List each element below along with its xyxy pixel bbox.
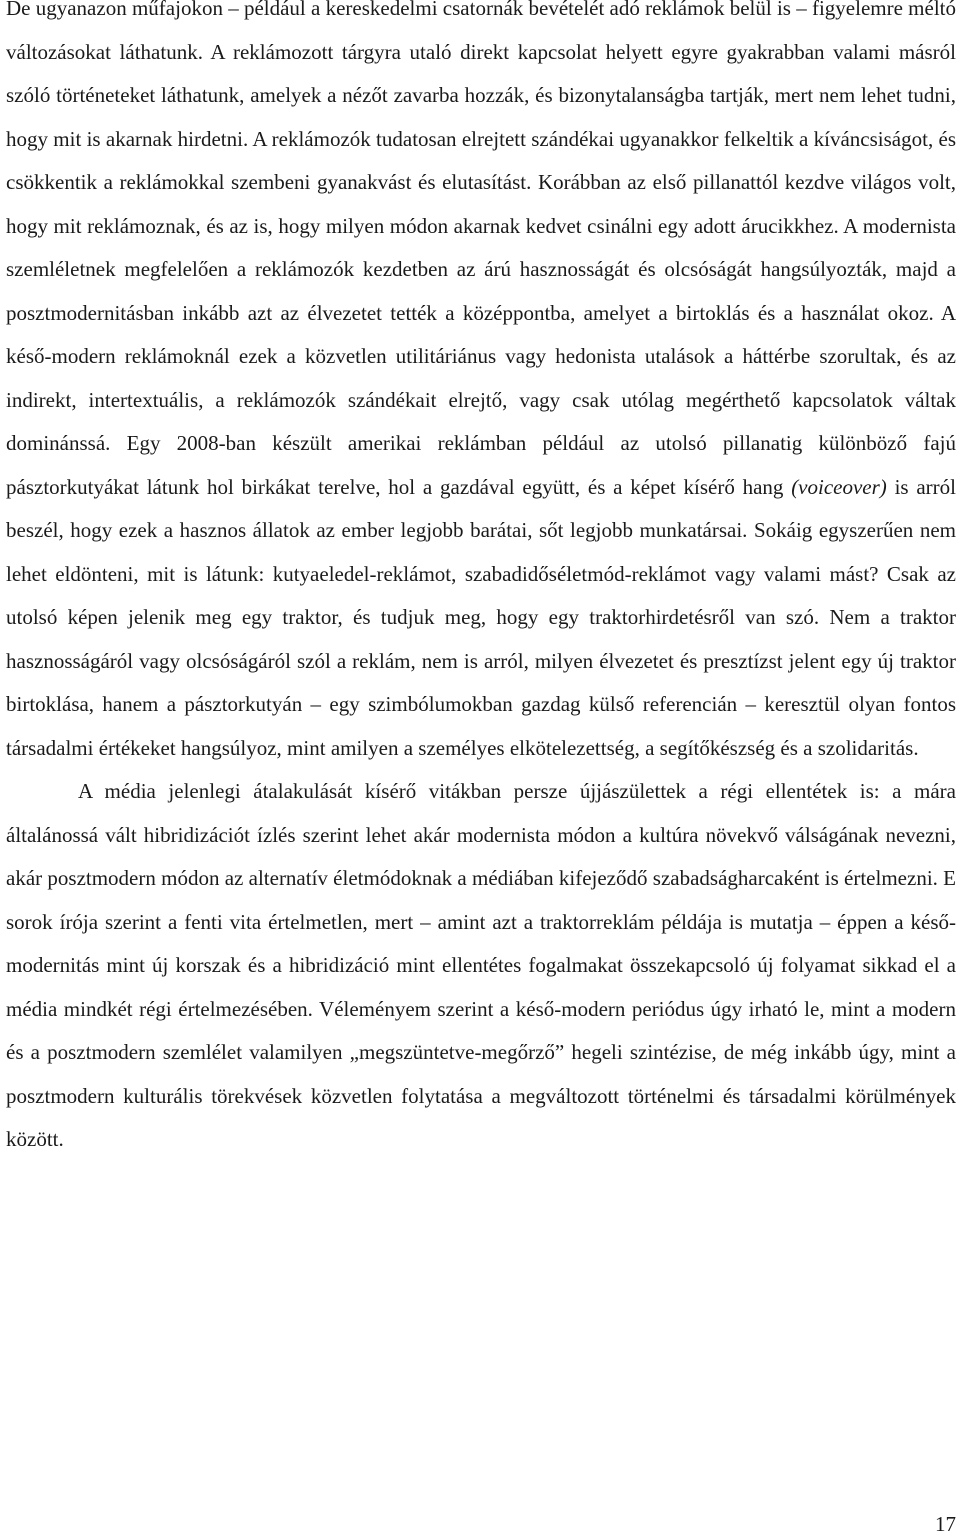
paragraph-text: A média jelenlegi átalakulását kísérő vitákban persze újjászülettek a régi ellentétek is: a mára általánossá vált hibridizációt ízlés szerint lehet akár modernista módon a kultúra növekvő válságának nevezni, akár posztmodern módon az alternatív életmódoknak a médiában kifejeződő szabadságharcaként is értelmezni. E sorok írója szerint a fenti vita értelmetlen, mert – amint azt a traktorreklám példája is mutatja – éppen a késő-modernitás mint új korszak és a hibridizáció mint ellentétes fogalmakat összekapcsoló új folyamat sikkad el a média mindkét régi értelmezésében. Véleményem szerint a késő-modern periódus úgy irható le, mint a modern és a posztmodern szemlélet valamilyen „megszüntetve-megőrző” hegeli szintézise, de még inkább úgy, mint a posztmodern kulturális törekvések közvetlen folytatása a megváltozott történelmi és társadalmi körülmények között. <box>6 779 956 1151</box>
paragraph-text: is arról beszél, hogy ezek a hasznos állatok az ember legjobb barátai, sőt legjobb munkatársai. Sokáig egyszerűen nem lehet eldönteni, mit is látunk: kutyaeledel-reklámot, szabadidőséletmód-reklámot vagy valami mást? Csak az utolsó képen jelenik meg egy traktor, és tudjuk meg, hogy egy traktorhirdetésről van szó. Nem a traktor hasznosságáról vagy olcsóságáról szól a reklám, nem is arról, milyen élvezetet és presztízst jelent egy új traktor birtoklása, hanem a pásztorkutyán – egy szimbólumokban gazdag külső referencián – keresztül olyan fontos társadalmi értékeket hangsúlyoz, mint amilyen a személyes elkötelezettség, a segítőkészség és a szolidaritás. <box>6 474 956 760</box>
document-page <box>6 0 956 1162</box>
paragraph-advertising-changes <box>6 0 956 770</box>
voiceover-term: (voiceover) <box>791 474 887 499</box>
paragraph-media-debates <box>6 770 956 1162</box>
page-number: 17 <box>935 1512 956 1536</box>
paragraph-text: De ugyanazon műfajokon – például a kereskedelmi csatornák bevételét adó reklámok belül is – figyelemre méltó változásokat láthatunk. A reklámozott tárgyra utaló direkt kapcsolat helyett egyre gyakrabban valami másról szóló történeteket láthatunk, amelyek a nézőt zavarba hozzák, és bizonytalanságba tartják, mert nem lehet tudni, hogy mit is akarnak hirdetni. A reklámozók tudatosan elrejtett szándékai ugyanakkor felkeltik a kíváncsiságot, és csökkentik a reklámokkal szembeni gyanakvást és elutasítást. Korábban az első pillanattól kezdve világos volt, hogy mit reklámoznak, és az is, hogy milyen módon akarnak kedvet csinálni egy adott árucikkhez. A modernista szemléletnek megfelelően a reklámozók kezdetben az árú hasznosságát és olcsóságát hangsúlyozták, majd a posztmodernitásban inkább azt az élvezetet tették a középpontba, amelyet a birtoklás és a használat okoz. A késő-modern reklámoknál ezek a közvetlen utilitáriánus vagy hedonista utalások a háttérbe szorultak, és az indirekt, intertextuális, a reklámozók szándékait elrejtő, vagy csak utólag megérthető kapcsolatok váltak dominánssá. Egy 2008-ban készült amerikai reklámban például az utolsó pillanatig különböző fajú pásztorkutyákat látunk hol birkákat terelve, hol a gazdával együtt, és a képet kísérő hang <box>6 0 956 499</box>
